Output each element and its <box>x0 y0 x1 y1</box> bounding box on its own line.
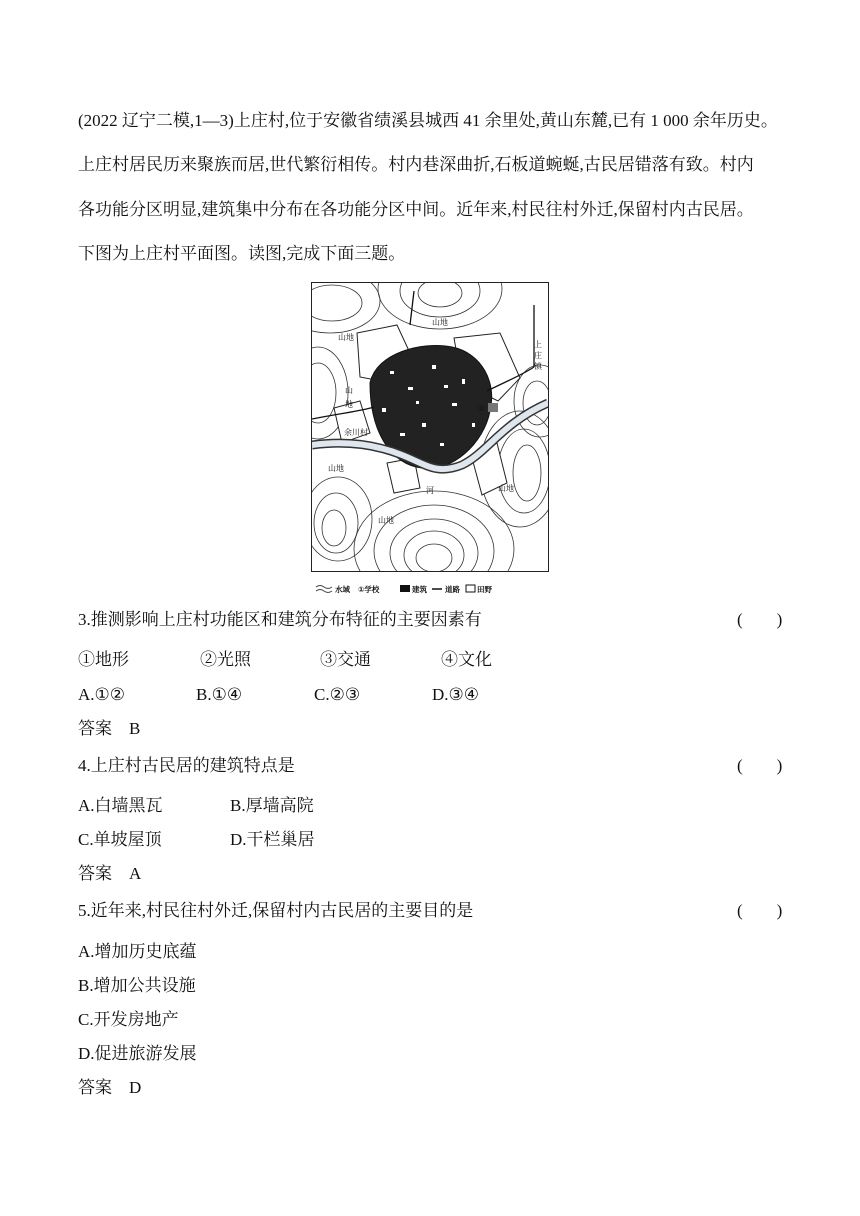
svg-text:田野: 田野 <box>477 585 492 594</box>
legend-school <box>358 584 380 594</box>
label-town-2: 庄 <box>534 351 542 360</box>
svg-text:①学校: ①学校 <box>358 585 380 594</box>
label-town-1: 上 <box>534 340 542 349</box>
legend-road <box>432 584 460 594</box>
label-mountain-bottom: 山地 <box>378 516 394 525</box>
q5-answer: 答案 D <box>78 1078 142 1097</box>
q4-option-a: A.白墙黑瓦 <box>78 796 163 815</box>
q3-option-a: A.①② <box>78 685 126 704</box>
q4-option-b: B.厚墙高院 <box>230 796 314 815</box>
q4-option-c: C.单坡屋顶 <box>78 830 162 849</box>
question-4-stem: 4.上庄村古民居的建筑特点是 <box>78 756 295 775</box>
label-river: 河 <box>426 486 434 495</box>
village-plan-map <box>311 282 549 572</box>
intro-line-3: 各功能分区明显,建筑集中分布在各功能分区中间。近年来,村民往村外迁,保留村内古民居。 <box>78 200 754 219</box>
intro-line-4: 下图为上庄村平面图。读图,完成下面三题。 <box>78 244 406 263</box>
intro-line-1: (2022 辽宁二模,1—3)上庄村,位于安徽省绩溪县城西 41 余里处,黄山东麓,已有 1 000 余年历史。 <box>78 111 778 130</box>
map-legend <box>314 582 552 596</box>
label-yuchuan: 余川村 <box>344 428 368 437</box>
svg-text:水域: 水域 <box>335 585 350 594</box>
q5-option-c: C.开发房地产 <box>78 1010 179 1029</box>
q3-factor-1: ①地形 <box>78 650 129 669</box>
map-svg <box>312 283 548 571</box>
q5-option-b: B.增加公共设施 <box>78 976 196 995</box>
intro-line-2: 上庄村居民历来聚族而居,世代繁衍相传。村内巷深曲折,石板道蜿蜒,古民居错落有致。村内 <box>78 155 754 174</box>
svg-text:道路: 道路 <box>445 585 460 594</box>
label-town-3: 镇 <box>534 362 542 371</box>
q3-factor-3: ③交通 <box>320 650 371 669</box>
legend-field <box>466 585 492 594</box>
question-3-stem: 3.推测影响上庄村功能区和建筑分布特征的主要因素有 <box>78 610 482 629</box>
q4-option-d: D.干栏巢居 <box>230 830 315 849</box>
q5-option-a: A.增加历史底蕴 <box>78 942 197 961</box>
label-mountain-lower-left: 山地 <box>328 464 344 473</box>
label-mountain-top: 山地 <box>432 318 448 327</box>
q3-option-b: B.①④ <box>196 685 243 704</box>
q3-factor-2: ②光照 <box>200 650 251 669</box>
legend-building <box>400 584 427 594</box>
label-mountain-upper-left: 山地 <box>338 333 354 342</box>
q5-option-d: D.促进旅游发展 <box>78 1044 197 1063</box>
label-mountain-left-2: 地 <box>345 400 353 409</box>
question-4-answer-blank: ( ) <box>737 756 783 775</box>
label-mountain-left-1: 山 <box>345 386 353 395</box>
q3-option-c: C.②③ <box>314 685 361 704</box>
question-5-answer-blank: ( ) <box>737 901 783 920</box>
svg-text:建筑: 建筑 <box>412 585 427 594</box>
q3-answer: 答案 B <box>78 719 141 738</box>
legend-water <box>316 584 350 594</box>
label-mountain-right: 山地 <box>498 484 514 493</box>
q4-answer: 答案 A <box>78 864 142 883</box>
school-building <box>488 403 498 412</box>
q3-option-d: D.③④ <box>432 685 480 704</box>
question-5-stem: 5.近年来,村民往村外迁,保留村内古民居的主要目的是 <box>78 901 474 920</box>
label-school-mark: ① <box>478 404 486 413</box>
q3-factor-4: ④文化 <box>441 650 492 669</box>
question-3-answer-blank: ( ) <box>737 610 783 629</box>
